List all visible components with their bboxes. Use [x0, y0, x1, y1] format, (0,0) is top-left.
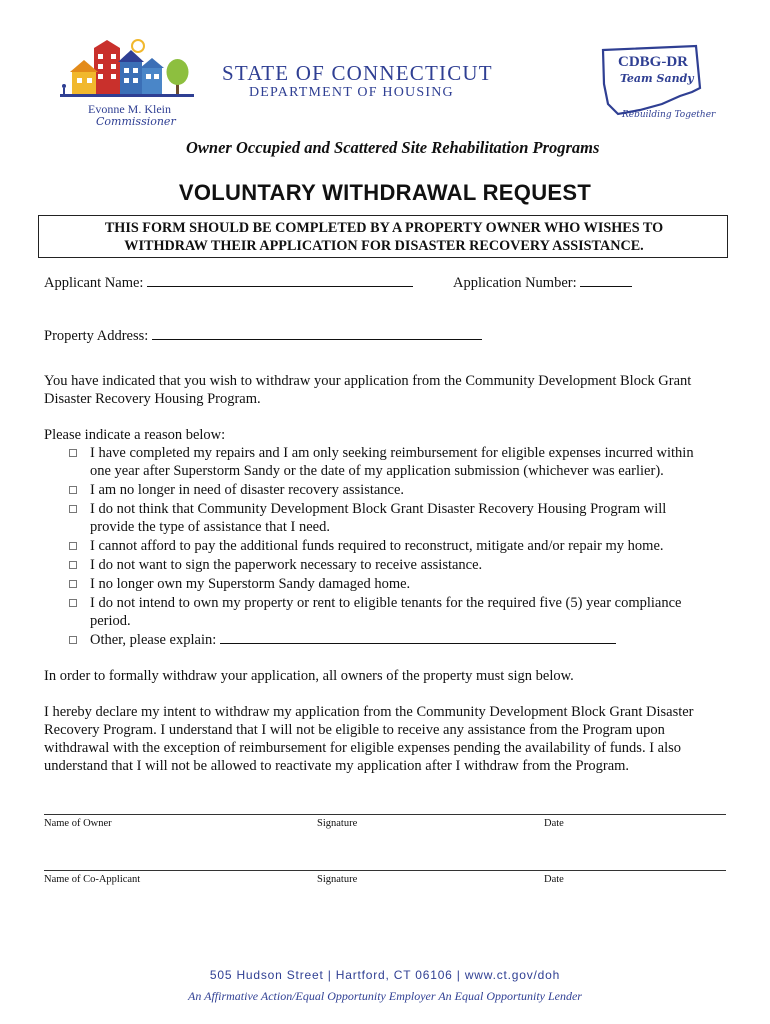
- cdbg-tagline: Rebuilding Together: [622, 110, 716, 120]
- owner-name-label: Name of Owner: [44, 818, 112, 829]
- property-address-label: Property Address:: [44, 328, 149, 344]
- reason-checkbox-7[interactable]: [69, 599, 77, 607]
- intro-line-2: Disaster Recovery Housing Program.: [44, 391, 261, 407]
- reason-5-line-1: I do not want to sign the paperwork necessary to receive assistance.: [90, 557, 483, 573]
- reason-checkbox-6[interactable]: [69, 580, 77, 588]
- owner-signature-label: Signature: [317, 818, 358, 829]
- declaration-line-4: understand that I will not be allowed to reactivate my application after I withdraw from the Program.: [44, 758, 630, 774]
- owner-signature-line[interactable]: [44, 814, 726, 815]
- applicant-name-label: Applicant Name:: [44, 275, 144, 291]
- reason-prompt: Please indicate a reason below:: [44, 427, 226, 443]
- cdbg-title: CDBG-DR: [618, 54, 688, 70]
- reason-1-line-2: one year after Superstorm Sandy or the date of my application submission (whichever was earlier).: [90, 463, 664, 479]
- cdbg-subtitle: Team Sandy: [620, 72, 694, 85]
- property-address-blank[interactable]: [152, 327, 482, 340]
- intro-line-1: You have indicated that you wish to withdraw your application from the Community Development Block Grant: [44, 373, 692, 389]
- coapplicant-signature-line[interactable]: [44, 870, 726, 871]
- department-title: DEPARTMENT OF HOUSING: [249, 85, 454, 100]
- coapplicant-name-label: Name of Co-Applicant: [44, 874, 141, 885]
- reason-3-line-2: provide the type of assistance that I need.: [90, 519, 330, 535]
- reason-6-line-1: I no longer own my Superstorm Sandy damaged home.: [90, 576, 411, 592]
- reason-checkbox-1[interactable]: [69, 449, 77, 457]
- cdbg-dr-logo: [600, 44, 716, 126]
- notice-line-1: THIS FORM SHOULD BE COMPLETED BY A PROPERTY OWNER WHO WISHES TO: [104, 220, 664, 236]
- applicant-name-field: [44, 274, 413, 292]
- reason-8-label: Other, please explain:: [90, 632, 217, 648]
- declaration-line-3: withdrawal with the exception of reimbursement for eligible expenses pending the availability of funds. I also: [44, 740, 682, 756]
- commissioner-name: Evonne M. Klein: [88, 102, 171, 116]
- sign-instruction: In order to formally withdraw your application, all owners of the property must sign below.: [44, 668, 574, 684]
- reason-4-line-1: I cannot afford to pay the additional funds required to reconstruct, mitigate and/or repair my home.: [90, 538, 664, 554]
- notice-line-2: WITHDRAW THEIR APPLICATION FOR DISASTER RECOVERY ASSISTANCE.: [124, 238, 644, 254]
- reason-checkbox-4[interactable]: [69, 542, 77, 550]
- form-title: VOLUNTARY WITHDRAWAL REQUEST: [178, 180, 592, 205]
- reason-checkbox-5[interactable]: [69, 561, 77, 569]
- reason-1-line-1: I have completed my repairs and I am only seeking reimbursement for eligible expenses incurred within: [90, 445, 694, 461]
- reason-checkbox-8[interactable]: [69, 636, 77, 644]
- coapplicant-date-label: Date: [544, 874, 564, 885]
- other-explain-blank[interactable]: [220, 631, 616, 644]
- commissioner-title: Commissioner: [96, 115, 176, 128]
- reason-3-line-1: I do not think that Community Development Block Grant Disaster Recovery Housing Program will: [90, 501, 667, 517]
- coapplicant-signature-label: Signature: [317, 874, 358, 885]
- footer-address: 505 Hudson Street | Hartford, CT 06106 | www.ct.gov/doh: [209, 968, 561, 982]
- property-address-field: [44, 327, 482, 345]
- notice-box: [38, 215, 728, 258]
- declaration-line-2: Recovery Program. I understand that I will not be eligible to receive any assistance from the Program upon: [44, 722, 665, 738]
- application-number-field: [453, 274, 632, 292]
- program-title: Owner Occupied and Scattered Site Rehabilitation Programs: [186, 138, 600, 157]
- reason-7-line-1: I do not intend to own my property or rent to eligible tenants for the required five (5) year compliance: [90, 595, 682, 611]
- owner-date-label: Date: [544, 818, 564, 829]
- reason-checkbox-2[interactable]: [69, 486, 77, 494]
- state-title: STATE OF CONNECTICUT: [222, 61, 493, 85]
- reason-7-line-2: period.: [90, 613, 131, 629]
- reason-2-line-1: I am no longer in need of disaster recovery assistance.: [90, 482, 405, 498]
- application-number-blank[interactable]: [580, 274, 632, 287]
- applicant-name-blank[interactable]: [147, 274, 413, 287]
- declaration-line-1: I hereby declare my intent to withdraw my application from the Community Development Block Grant Disaster: [44, 704, 694, 720]
- application-number-label: Application Number:: [453, 275, 577, 291]
- reason-checkbox-3[interactable]: [69, 505, 77, 513]
- reason-8-field: [90, 631, 616, 649]
- footer-tagline: An Affirmative Action/Equal Opportunity Employer An Equal Opportunity Lender: [188, 989, 582, 1003]
